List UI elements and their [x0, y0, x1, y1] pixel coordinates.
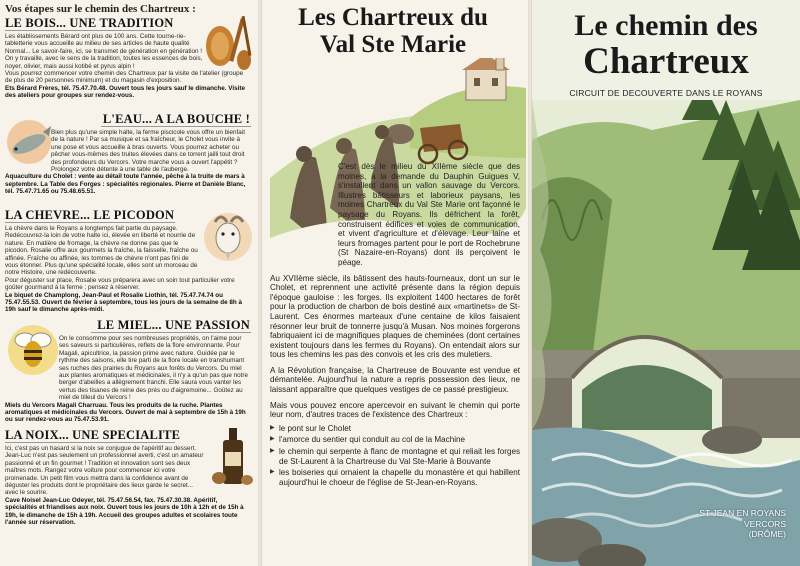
- history-text: [270, 162, 520, 489]
- section-goat-text2: Pour déguster sur place, Rosalie vous préparera avec un soin tout particulier votre goûter gourmand à la ferme ; pensez à réserver.: [5, 276, 235, 292]
- section-walnut: [5, 428, 250, 528]
- wooden-spoons-icon: [205, 16, 255, 74]
- stops-heading: Vos étapes sur le chemin des Chartreux :: [5, 3, 196, 15]
- traces-item: ▶ les boiseries qui ornaient la chapelle du monastère et qui habillent aujourd'hui le choeur de l'église de St-Jean-en-Royans.: [270, 468, 520, 487]
- traces-item: ▶ l'amorce du sentier qui conduit au col de la Machine: [270, 435, 520, 445]
- section-wood-text2: Vous pourrez commencer votre chemin des Chartreux par la visite de l'atelier (groupe de plus de 20 personnes minimum) et du magasin d'exposition.: [5, 70, 244, 85]
- section-honey: [5, 318, 250, 428]
- history-title: [268, 4, 518, 58]
- section-walnut-text: Ici, c'est pas un hasard si la noix se conjugue de l'apéritif au dessert. Jean-Luc n'est pas seulement un professionnel averti, c'est un amateur passionné et un fin gourmet ! Tradition et innovation sont ses deux maîtres mots. Rangez votre voiture pour commencer ici votre promenade. Un petit film vous mettra dans la confidence avant de déguster les produits dont le propriétaire des lieux garde le secret... avec le sourire.: [5, 445, 204, 497]
- section-goat-info: Le biquet de Champlong, Jean-Paul et Rosalie Liothin, tél. 75.47.74.74 ou 75.47.55.53. Ouvert de février à septembre, tous les jours de la semaine de 8h à 19h sauf le dimanche après-midi.: [5, 291, 242, 314]
- cover-location-department: (DRÔME): [748, 529, 786, 539]
- section-honey-text: On le consomme pour ses nombreuses propriétés, on l'aime pour ses saveurs si particulières, reflets de la flore environnante. Pour Magali, apicultrice, la passion prime avec nature. Guidée par le rythme des saisons, elle tire parti de la flore locale en transhumant ses ruches des prairies du Royans aux forêts du Vercors. Du miel aux plantes aromatiques et médicinales, il n'y a qu'un pas que notre berger d'abeilles a allègrement franchi. Elle saura vous vanter les vertus des tisanes de reine des prés ou d'aigremoine... Goûtez au miel de tilleul du Vercors !: [59, 335, 248, 402]
- history-para-2: Au XVIIème siècle, ils bâtissent des hauts-fourneaux, dont un sur le Cholet, et reprennent une activité présente dans la région depuis l'époque gauloise : les forges. Ils exploitent 1400 hectares de forêt pour la production de charbon de bois destiné aux «martinets» de St-Laurent. Ces énormes marteaux d'une centaine de kilos faisaient résonner leur bruit de tonnerre jusqu'à Musan. Nos moines forgerons fabriquaient ici de magnifiques plaques de cheminées (dont certaines existent toujours dans les fermes du Royans). On entendait alors sur tous les chemins les pas des convois et les cris des muletiers.: [270, 273, 520, 360]
- cover-location-town: ST JEAN EN ROYANS: [699, 508, 786, 518]
- history-panel: [262, 0, 528, 566]
- history-para-1: C'est dès le milieu du XIIème siècle que des moines, à la demande du Dauphin Guigues V, s'installent dans un vallon sauvage du Vercors. Illustres bâtisseurs et laborieux paysans, les moines Chartreux du Val Ste Marie ont façonné le paysage du Royans. Ils défrichent la forêt, construisent édifices et voies de communication, et vivent d'agriculture et d'élevage. Leur laine et leurs fromages partent pour le port de Rochebrune (St Nazaire-en-Royans) dont ils perçoivent le péage.: [338, 162, 520, 267]
- cover-location-region: VERCORS: [743, 518, 786, 529]
- section-honey-info: Miels du Vercors Magali Charruau. Tous les produits de la ruche. Plantes aromatiques et médicinales du Vercors. Ouvert de mai à septembre de 15h à 19h ou sur rendez-vous au 75.47.53.91.: [5, 401, 246, 424]
- history-title-line2: Val Ste Marie: [319, 31, 467, 58]
- trout-icon: [5, 114, 53, 168]
- history-para-3: A la Révolution française, la Chartreuse de Bouvante est vendue et démantelée. Aujourd'hui la nature a repris possession des lieux, ne laissant apparaître que quelques vestiges de ce passé prestigieux.: [270, 365, 520, 395]
- cover-title-line1: Le chemin des: [574, 9, 758, 42]
- bee-icon: [5, 322, 61, 378]
- cover-title: [532, 6, 800, 80]
- cover-subtitle: CIRCUIT DE DECOUVERTE DANS LE ROYANS: [569, 88, 763, 98]
- traces-item: ▶ le chemin qui serpente à flanc de montagne et qui reliait les forges de St-Laurent à la Chartreuse du Val Ste-Marie à Bouvante: [270, 447, 520, 466]
- section-wood: [5, 16, 250, 112]
- stone-bridge-over-torrent-illustration: [532, 100, 800, 566]
- section-goat-text: La chèvre dans le Royans a longtemps fait partie du paysage. Redécouvrez-la loin de votre halte ici, élevée en liberté et nourrie de nature. En matière de fromage, la chèvre ne donne pas que le picodon. Rosalie offre aux gourmets la fraîche, la faisselle, fraîche ou affinée. Fraîche ou affinée, les tommes de chèvre n'ont pas fini de vous étonner. Plus qu'une spécialité locale, elles sont un morceau de notre Histoire, une redécouverte.: [5, 225, 198, 277]
- cover-title-line2: Chartreux: [583, 41, 749, 82]
- section-water-title: L'EAU... A LA BOUCHE !: [102, 112, 250, 126]
- traces-item: ▶ le pont sur le Cholet: [270, 424, 520, 434]
- section-water: [5, 112, 250, 208]
- cover-panel: [532, 0, 800, 566]
- stops-panel: [0, 0, 258, 566]
- section-wood-info: Ets Bérard Frères, tél. 75.47.70.48. Ouvert tous les jours sauf le dimanche. Visite des ateliers pour groupes sur rendez-vous.: [5, 84, 245, 100]
- section-goat: [5, 208, 250, 318]
- section-walnut-title: LA NOIX... UNE SPECIALITE: [5, 428, 181, 442]
- walnut-liqueur-bottle-icon: [211, 426, 255, 488]
- goat-icon: [201, 208, 255, 266]
- cover-location: [699, 508, 786, 540]
- history-title-line1: Les Chartreux du: [298, 4, 488, 31]
- section-wood-text: Les établissements Bérard ont plus de 100 ans. Cette tourne-rie-tabletterie vous accueille au milieu de ses articles de haute qualité Normal... Le savoir-faire, ici, se transmet de génération en génération ! On y travaille, avec le sens de la tradition, toutes les essences de bois, noyer, olivier, mais aussi kotibé et pyrus alpin !: [5, 33, 203, 70]
- section-wood-title: LE BOIS... UNE TRADITION: [5, 16, 174, 30]
- section-water-text: Bien plus qu'une simple halte, la ferme piscicole vous offre un bienfait de la nature ! Par sa musique et sa fraîcheur, le Cholet vous invite à une pose et vous accueille à bras ouverts. Vous pourrez acheter ou pêcher vous-mêmes des truites élevées dans ce torrent jailli tout droit des profondeurs du Vercors. Votre marche vous a ouvert l'appétit ? Prolongez votre détente à une table de l'auberge.: [51, 129, 245, 174]
- history-para-4: Mais vous pouvez encore apercevoir en suivant le chemin qui porte leur nom, d'autres traces de l'existence des Chartreux :: [270, 400, 520, 420]
- traces-list: [270, 424, 520, 488]
- section-honey-title: LE MIEL... UNE PASSION: [97, 318, 250, 332]
- section-goat-title: LA CHEVRE... LE PICODON: [5, 208, 175, 222]
- section-water-info: Aquaculture du Cholet : vente au détail toute l'année, pêche à la truite de mars à septembre. La Table des Forges : spécialités régionales. Pierre et Danièle Blanc, tél. 75.47.71.65 ou 75.48.65.51.: [5, 173, 246, 196]
- section-walnut-info: Cave Noisel Jean-Luc Odeyer, tél. 75.47.56.54, fax. 75.47.30.38. Apéritif, spécialités et friandises aux noix. Ouvert tous les jours de 10h à 12h et de 15h à 19h, le dimanche de 15h à 19h. Accueil des groupes adultes et scolaires toute l'année sur réservation.: [5, 496, 244, 527]
